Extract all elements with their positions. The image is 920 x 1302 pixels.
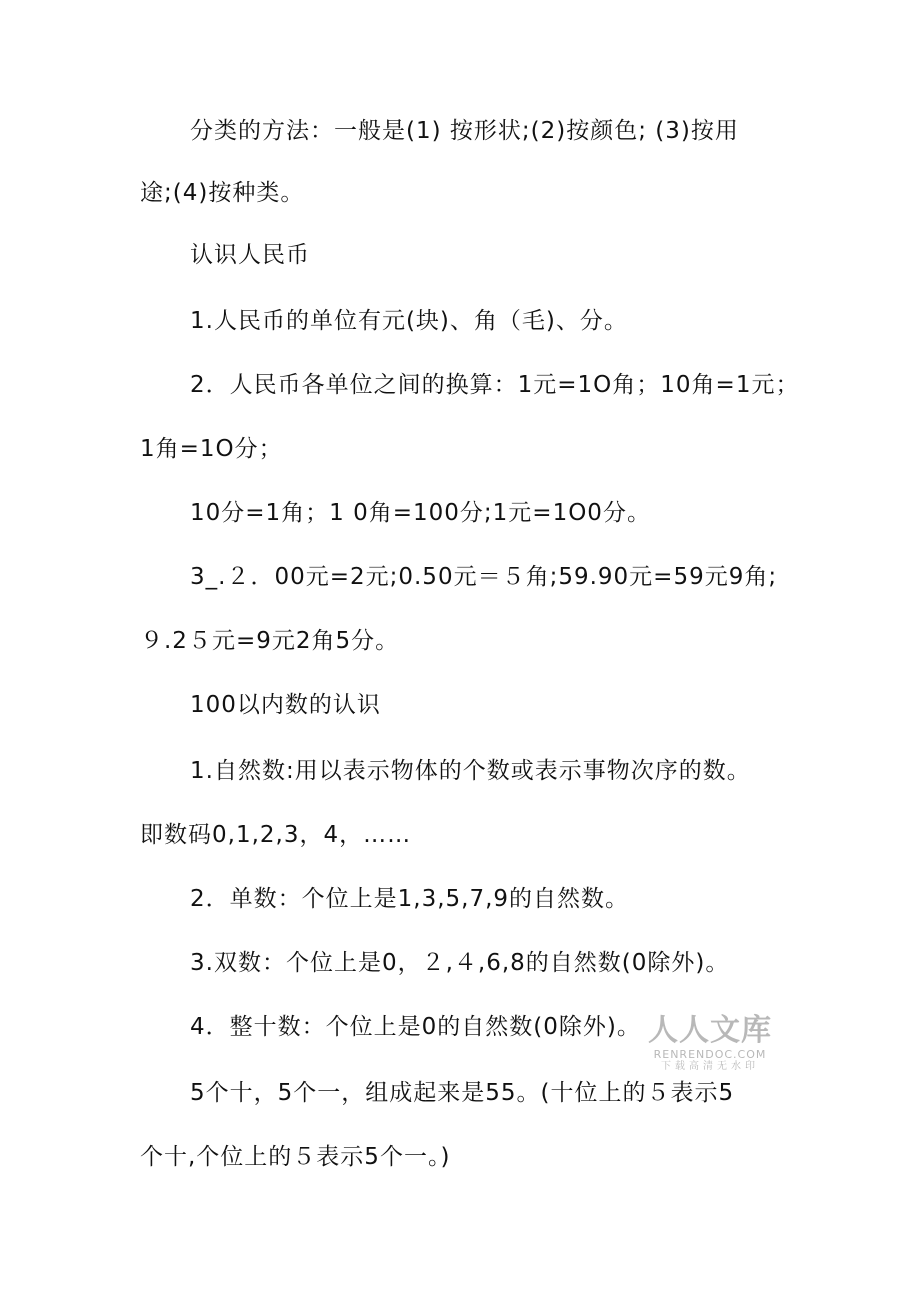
text-line-rmb-conversion-2: 10分=1角；1 0角=100分;1元=1O0分。 [190,500,651,526]
text-line-natural-numbers-cont: 即数码0,1,2,3，4，…… [140,822,412,848]
watermark-tagline: 下载高清无水印 [661,1061,759,1072]
text-line-rmb-conversion: 2．人民币各单位之间的换算：1元=1O角；10角=1元； [190,372,800,398]
watermark-logo [645,1014,775,1073]
section-heading-rmb: 认识人民币 [190,242,310,268]
watermark-url: RENRENDOC.COM [653,1048,767,1061]
text-line-place-value: 5个十，5个一，组成起来是55。(十位上的５表示5 [190,1080,735,1106]
text-line-rmb-examples-cont: ９.2５元=9元2角5分。 [140,628,400,654]
text-line-classification-methods: 分类的方法：一般是(1) 按形状;(2)按颜色; (3)按用 [190,118,739,144]
text-line-whole-tens: 4．整十数：个位上是0的自然数(0除外)。 [190,1014,641,1040]
text-line-rmb-conversion-cont: 1角=1O分； [140,436,283,462]
text-line-place-value-cont: 个十,个位上的５表示5个一。) [140,1144,451,1170]
text-line-rmb-units: 1.人民币的单位有元(块)、角（毛)、分。 [190,308,628,334]
watermark-brand: 人人文库 [648,1013,772,1048]
section-heading-numbers: 100以内数的认识 [190,692,381,718]
text-line-natural-numbers: 1.自然数:用以表示物体的个数或表示事物次序的数。 [190,758,751,784]
text-line-rmb-examples: 3_.２．00元=2元;0.50元＝５角;59.90元=59元9角; [190,564,778,590]
text-line-classification-cont: 途;(4)按种类。 [140,180,305,206]
text-line-even-numbers: 3.双数：个位上是0，２,４,6,8的自然数(0除外)。 [190,950,730,976]
text-line-odd-numbers: 2．单数：个位上是1,3,5,7,9的自然数。 [190,886,630,912]
